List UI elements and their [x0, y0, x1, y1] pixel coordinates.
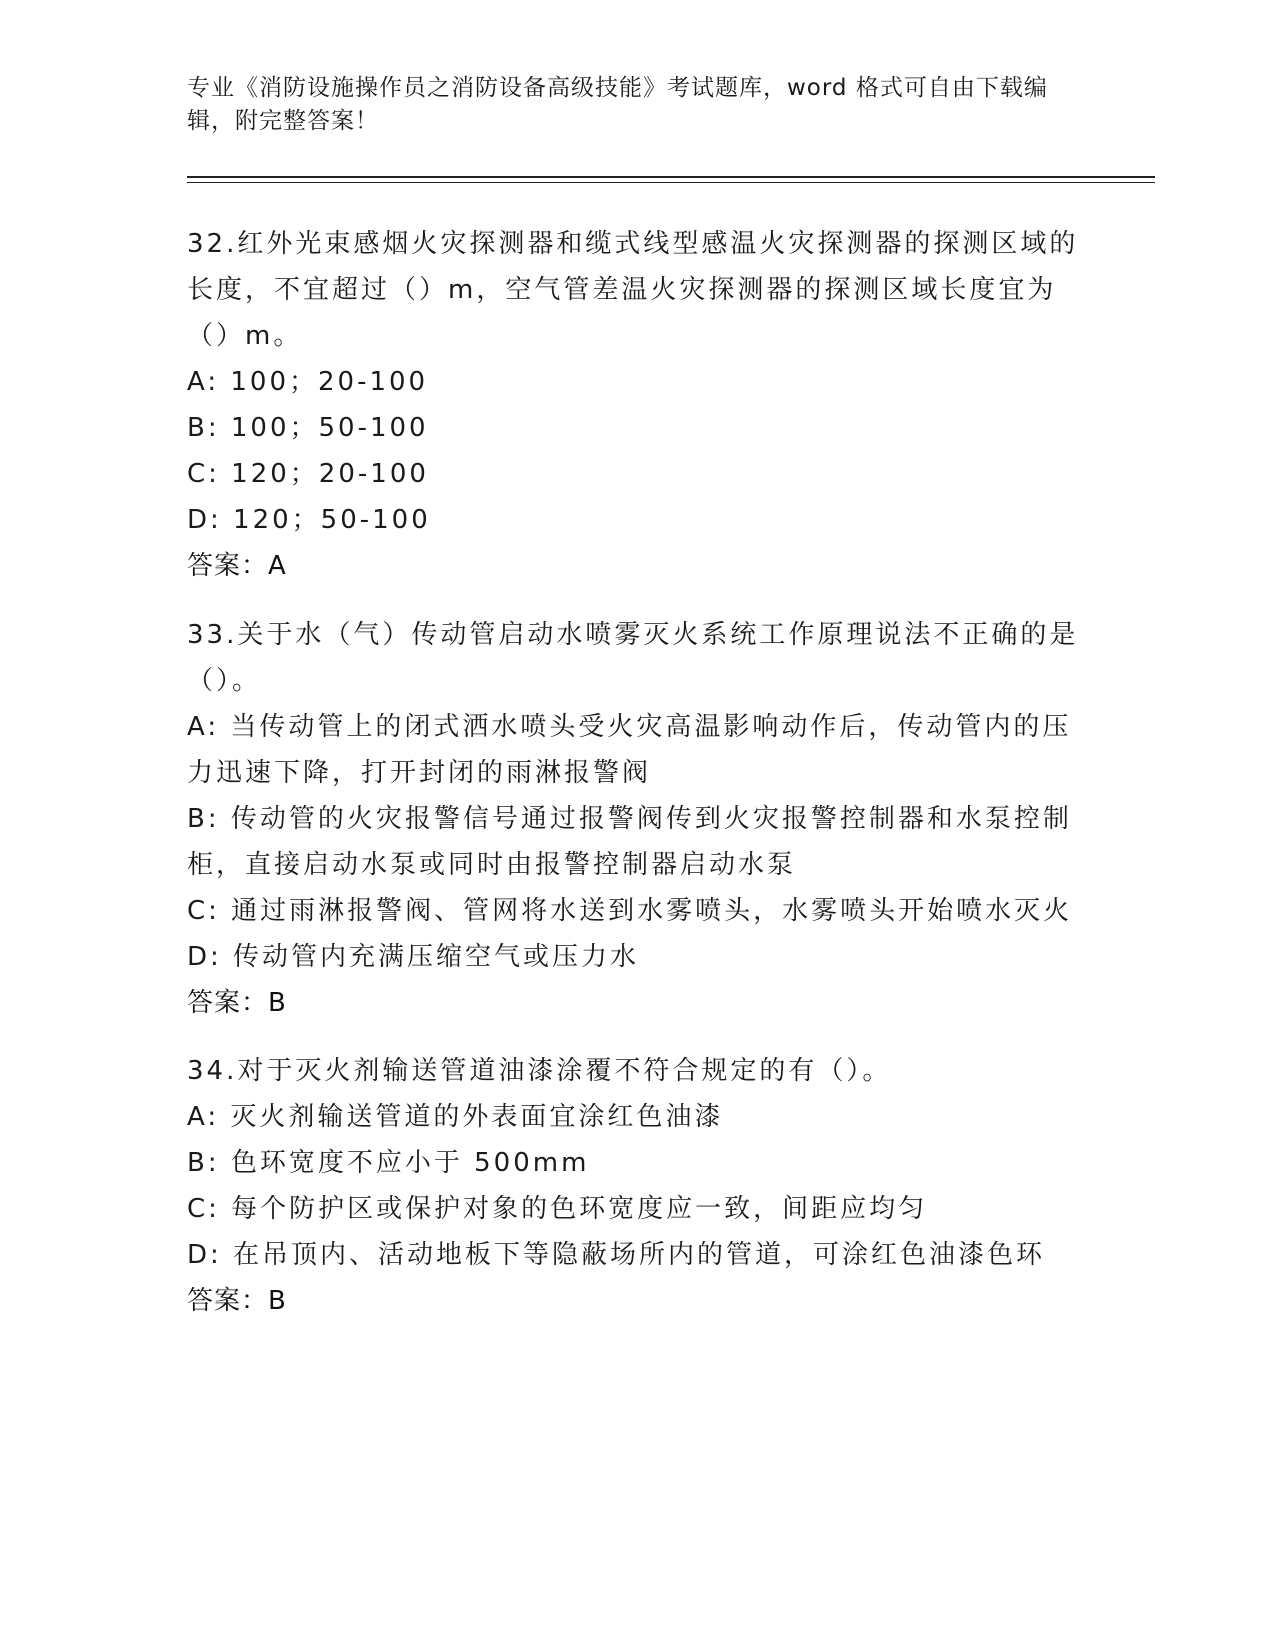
header-intro: 专业《消防设施操作员之消防设备高级技能》考试题库，word 格式可自由下载编辑，附完整答案！ — [187, 75, 1048, 134]
question-stem: 34.对于灭火剂输送管道油漆涂覆不符合规定的有（）。 — [187, 1056, 892, 1086]
option-b: B: 色环宽度不应小于 500mm — [187, 1148, 590, 1178]
option-d: D: 在吊顶内、活动地板下等隐蔽场所内的管道，可涂红色油漆色环 — [187, 1240, 1046, 1270]
option-b: B: 100；50-100 — [187, 413, 429, 443]
option-c: C: 每个防护区或保护对象的色环宽度应一致，间距应均匀 — [187, 1194, 928, 1224]
option-c: C: 通过雨淋报警阀、管网将水送到水雾喷头，水雾喷头开始喷水灭火 — [187, 896, 1073, 926]
option-c: C: 120；20-100 — [187, 459, 429, 489]
answer: 答案：B — [187, 1286, 287, 1316]
question-33 — [187, 612, 1087, 1026]
option-d: D: 传动管内充满压缩空气或压力水 — [187, 942, 640, 972]
header-divider-thin — [187, 182, 1155, 183]
answer: 答案：A — [187, 551, 287, 581]
question-stem: 32.红外光束感烟火灾探测器和缆式线型感温火灾探测器的探测区域的长度，不宜超过（）m，空气管差温火灾探测器的探测区域长度宜为（）m。 — [187, 229, 1079, 351]
option-d: D: 120；50-100 — [187, 505, 431, 535]
answer: 答案：B — [187, 988, 287, 1018]
option-b: B: 传动管的火灾报警信号通过报警阀传到火灾报警控制器和水泵控制柜，直接启动水泵或同时由报警控制器启动水泵 — [187, 804, 1072, 880]
question-stem: 33.关于水（气）传动管启动水喷雾灭火系统工作原理说法不正确的是（）。 — [187, 620, 1079, 696]
header-divider-thick — [187, 176, 1155, 178]
question-32 — [187, 221, 1087, 589]
option-a: A: 灭火剂输送管道的外表面宜涂红色油漆 — [187, 1102, 724, 1132]
question-34 — [187, 1048, 1087, 1324]
option-a: A: 100；20-100 — [187, 367, 429, 397]
option-a: A: 当传动管上的闭式洒水喷头受火灾高温影响动作后，传动管内的压力迅速下降，打开封闭的雨淋报警阀 — [187, 712, 1072, 788]
